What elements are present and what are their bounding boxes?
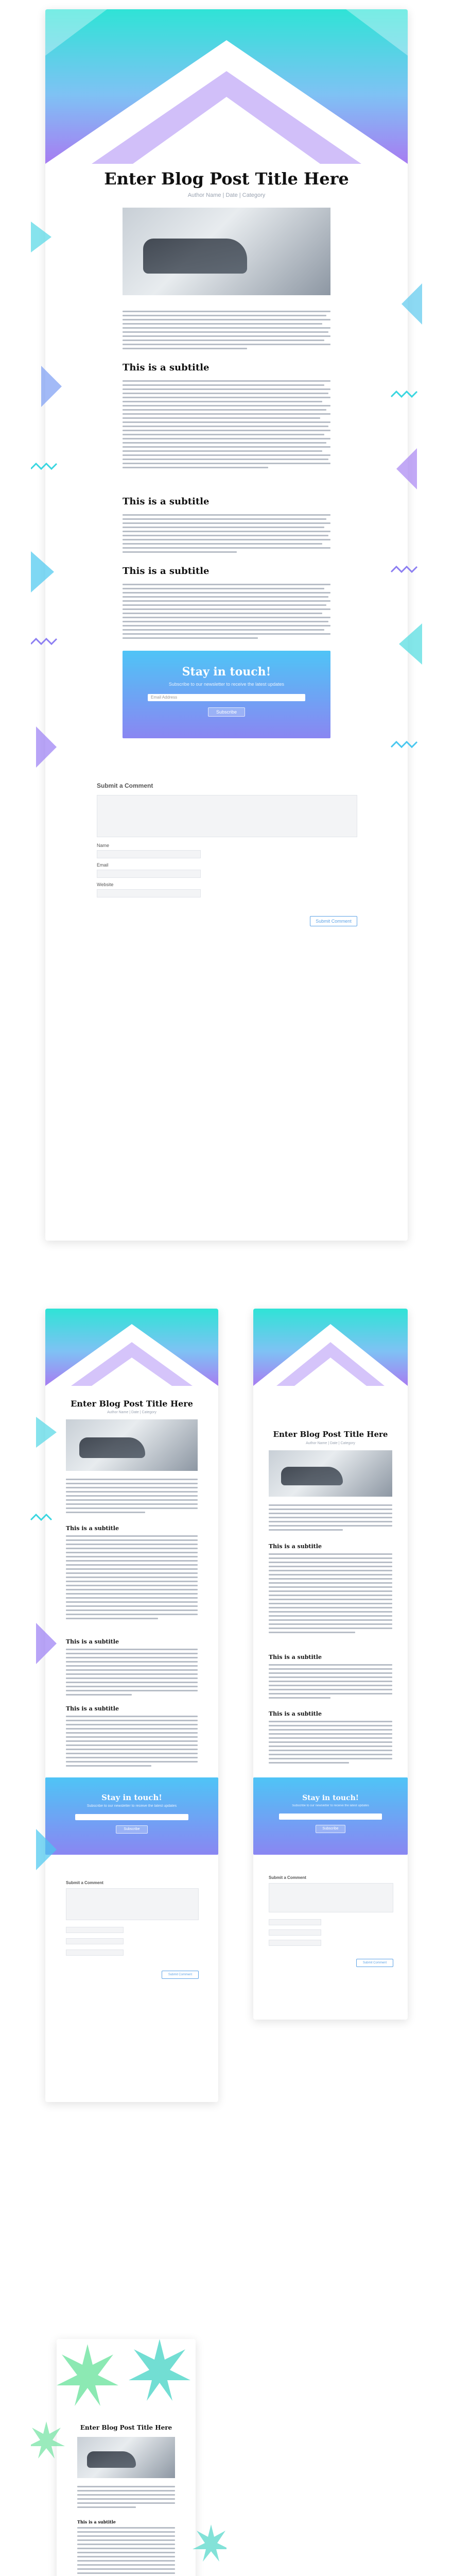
post-title: Enter Blog Post Title Here xyxy=(273,1430,388,1439)
newsletter-title: Stay in touch! xyxy=(101,1793,162,1802)
website-label: Website xyxy=(97,882,114,887)
body-text-4 xyxy=(269,1721,392,1766)
featured-image xyxy=(66,1419,198,1471)
email-label: Email xyxy=(97,862,109,868)
newsletter-text: Subscribe to our newsletter to receive the latest updates xyxy=(292,1804,369,1807)
post-meta: Author Name | Date | Category xyxy=(107,1411,156,1414)
comment-heading: Submit a Comment xyxy=(66,1880,103,1885)
zigzag-decoration-icon xyxy=(381,180,422,1056)
triangle-header-icon xyxy=(45,1309,218,1386)
body-text-4 xyxy=(66,1716,198,1769)
subtitle-2: This is a subtitle xyxy=(123,496,210,507)
newsletter-subscribe-button[interactable]: Subscribe xyxy=(116,1825,148,1834)
star-burst-icon xyxy=(57,2339,196,2416)
website-field[interactable] xyxy=(97,889,201,897)
newsletter-email-input[interactable] xyxy=(148,694,305,701)
zigzag-decoration-icon xyxy=(15,1365,57,1984)
newsletter-text: Subscribe to our newsletter to receive the latest updates xyxy=(86,1804,177,1808)
subtitle-3: This is a subtitle xyxy=(123,566,210,577)
body-text-3 xyxy=(123,514,330,555)
name-field[interactable] xyxy=(66,1927,124,1933)
subtitle-3: This is a subtitle xyxy=(269,1710,322,1717)
featured-image xyxy=(123,208,330,295)
subtitle-1: This is a subtitle xyxy=(123,362,210,373)
triangle-pattern-icon xyxy=(45,9,408,164)
zigzag-decoration-icon xyxy=(31,180,72,1056)
body-text-3 xyxy=(66,1649,198,1698)
post-meta: Author Name | Date | Category xyxy=(187,192,266,198)
name-field[interactable] xyxy=(97,850,201,858)
post-title: Enter Blog Post Title Here xyxy=(71,1399,193,1409)
triangle-header-icon xyxy=(253,1309,408,1386)
main-layout-card xyxy=(45,9,408,1241)
post-title: Enter Blog Post Title Here xyxy=(104,169,349,189)
newsletter-email-input[interactable] xyxy=(279,1814,382,1820)
submit-comment-button[interactable]: Submit Comment xyxy=(310,916,357,926)
newsletter-subscribe-button[interactable]: Subscribe xyxy=(316,1825,345,1833)
name-field[interactable] xyxy=(269,1919,321,1925)
tablet-layout-card xyxy=(45,1309,218,2102)
featured-image xyxy=(269,1450,392,1497)
body-text-4 xyxy=(123,584,330,641)
comment-heading: Submit a Comment xyxy=(269,1875,306,1880)
body-text-2 xyxy=(269,1553,392,1636)
mobile-layout-card xyxy=(253,1309,408,2020)
subtitle-1: This is a subtitle xyxy=(269,1543,322,1550)
subtitle-1: This is a subtitle xyxy=(77,2519,116,2524)
submit-comment-button[interactable]: Submit Comment xyxy=(162,1971,199,1979)
comment-textarea[interactable] xyxy=(269,1883,393,1912)
subtitle-1: This is a subtitle xyxy=(66,1525,119,1532)
newsletter-placeholder: Email Address xyxy=(151,695,178,700)
newsletter-subscribe-button[interactable]: Subscribe xyxy=(208,707,245,717)
subtitle-2: This is a subtitle xyxy=(66,1638,119,1645)
body-text-2 xyxy=(66,1535,198,1622)
submit-comment-button[interactable]: Submit Comment xyxy=(356,1959,393,1967)
newsletter-title: Stay in touch! xyxy=(302,1794,359,1802)
body-text-3 xyxy=(269,1664,392,1701)
newsletter-banner xyxy=(123,651,330,738)
comment-textarea[interactable] xyxy=(66,1888,199,1920)
newsletter-text: Subscribe to our newsletter to receive the latest updates xyxy=(168,682,285,687)
triangle-header-icon xyxy=(45,9,408,164)
newsletter-email-input[interactable] xyxy=(75,1814,188,1820)
name-label: Name xyxy=(97,843,110,848)
body-text-1 xyxy=(123,311,330,352)
email-field[interactable] xyxy=(97,870,201,878)
post-meta: Author Name | Date | Category xyxy=(306,1442,355,1445)
email-field[interactable] xyxy=(269,1929,321,1936)
email-field[interactable] xyxy=(66,1938,124,1944)
star-burst-icon xyxy=(31,2421,226,2576)
body-text-2 xyxy=(123,380,330,471)
body-text-1 xyxy=(66,1479,198,1516)
comment-textarea[interactable] xyxy=(97,795,357,837)
website-field[interactable] xyxy=(269,1940,321,1946)
comment-heading: Submit a Comment xyxy=(97,782,153,789)
subtitle-2: This is a subtitle xyxy=(269,1654,322,1660)
subtitle-3: This is a subtitle xyxy=(66,1705,119,1712)
newsletter-banner xyxy=(45,1777,218,1855)
body-text-1 xyxy=(269,1504,392,1533)
post-title: Enter Blog Post Title Here xyxy=(80,2424,172,2431)
website-field[interactable] xyxy=(66,1950,124,1956)
newsletter-title: Stay in touch! xyxy=(182,665,271,679)
newsletter-banner xyxy=(253,1777,408,1855)
